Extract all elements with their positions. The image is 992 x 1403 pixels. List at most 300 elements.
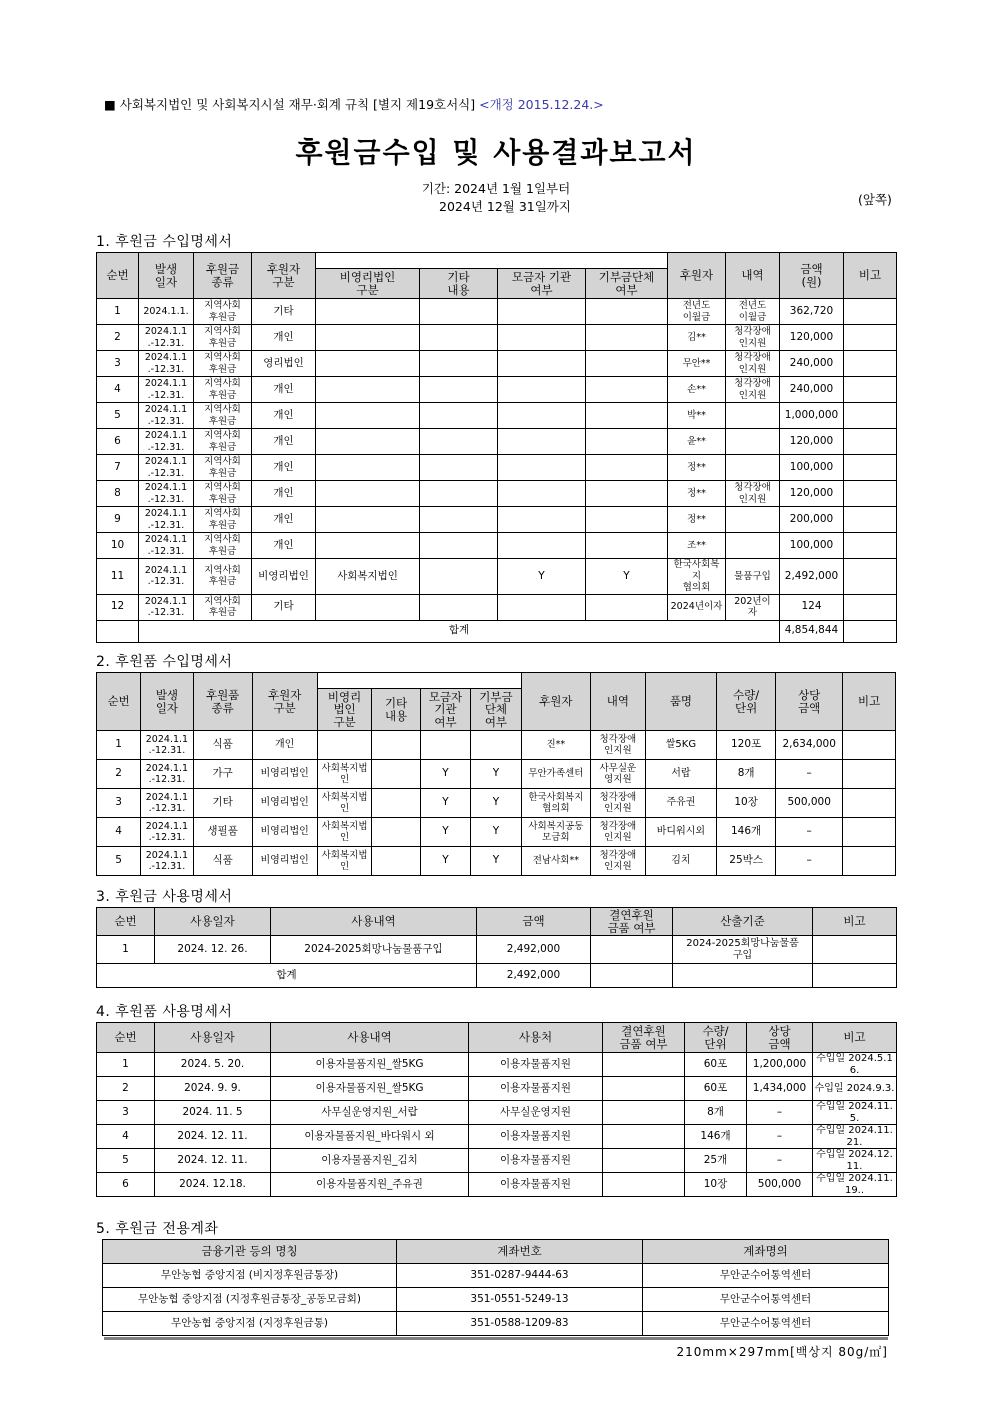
cell-amount: 240,000 (780, 351, 844, 377)
cell-qty: 25개 (685, 1149, 747, 1173)
cell-date: 2024. 12. 11. (155, 1149, 271, 1173)
cell-donor_type: 비영리법인 (252, 559, 316, 595)
total-label: 합계 (139, 620, 780, 642)
cell-donation_org (586, 403, 668, 429)
th-item: 품명 (645, 673, 716, 731)
cell-seq: 12 (97, 594, 139, 620)
cell-detail (726, 403, 780, 429)
goods-usage-table (96, 1022, 897, 1197)
cell-linked (603, 1101, 685, 1125)
cell-remark: 수입일 2024.11.21. (813, 1125, 897, 1149)
cell-etc (420, 559, 498, 595)
cell-date: 2024.1.1 .-12.31. (139, 507, 194, 533)
table-row (97, 847, 896, 876)
cell-kind: 지역사회 후원금 (194, 325, 252, 351)
th-qty: 수량/ 단위 (717, 673, 776, 731)
total-remark (844, 620, 897, 642)
cell-amount: 120,000 (780, 481, 844, 507)
cell-amount: 124 (780, 594, 844, 620)
cell-donor_type: 기타 (252, 594, 316, 620)
th-remark: 비고 (843, 673, 896, 731)
table-row (103, 1312, 889, 1336)
table-row (97, 377, 897, 403)
cell-item: 주유권 (645, 789, 716, 818)
cell-remark (844, 299, 897, 325)
table-row (97, 1053, 897, 1077)
cell-qty: 60포 (685, 1053, 747, 1077)
cell-donation_org (586, 429, 668, 455)
th-date: 사용일자 (155, 1023, 271, 1053)
section-5-title: 5. 후원금 전용계좌 (96, 1221, 219, 1237)
cell-nonprofit (316, 325, 420, 351)
cell-nonprofit: 사회복지법 인 (317, 760, 372, 789)
cell-nonprofit: 사회복지법 인 (317, 847, 372, 876)
cell-value: – (776, 760, 843, 789)
cell-qty: 10장 (685, 1173, 747, 1197)
cell-detail: 청각장애 인지원 (726, 351, 780, 377)
cell-donor: 정** (668, 455, 726, 481)
cell-kind: 지역사회 후원금 (194, 403, 252, 429)
th-etc: 기타 내용 (420, 269, 498, 299)
cell-seq: 4 (97, 1125, 155, 1149)
section-4-title: 4. 후원품 사용명세서 (96, 1004, 233, 1020)
th-seq: 순번 (97, 673, 141, 731)
cell-seq: 2 (97, 325, 139, 351)
cell-donor: 진** (521, 731, 590, 760)
cell-seq: 1 (97, 936, 155, 964)
cell-qty: 146개 (685, 1125, 747, 1149)
cell-donor_type: 영리법인 (252, 351, 316, 377)
table-row (97, 403, 897, 429)
cell-amount: 120,000 (780, 325, 844, 351)
cell-detail: 이용자물품지원_김치 (271, 1149, 469, 1173)
dedicated-account-table-body (103, 1264, 889, 1336)
cell-seq: 9 (97, 507, 139, 533)
cell-remark (844, 507, 897, 533)
cell-nonprofit (316, 594, 420, 620)
cell-kind: 기타 (193, 789, 252, 818)
cell-etc (420, 533, 498, 559)
th-remark: 비고 (813, 908, 897, 936)
cell-qty: 8개 (685, 1101, 747, 1125)
section-1-title: 1. 후원금 수입명세서 (96, 234, 233, 250)
cell-donor_type: 개인 (252, 403, 316, 429)
th-nonprofit: 비영리법인 구분 (316, 269, 420, 299)
cell-kind: 생필품 (193, 818, 252, 847)
cell-donor_type: 개인 (252, 377, 316, 403)
report-period (0, 180, 992, 216)
page-title: 후원금수입 및 사용결과보고서 (295, 136, 697, 169)
cell-remark (844, 325, 897, 351)
th-date: 발생 일자 (141, 673, 194, 731)
cell-fundraiser (420, 731, 470, 760)
table-row (97, 481, 897, 507)
table-row (97, 559, 897, 595)
cell-remark (843, 818, 896, 847)
cell-kind: 지역사회 후원금 (194, 507, 252, 533)
th-fundraiser: 모금자 기관 여부 (420, 689, 470, 731)
cell-seq: 6 (97, 1173, 155, 1197)
table-row (97, 789, 896, 818)
cell-etc (420, 594, 498, 620)
cell-donor_type: 개인 (252, 731, 317, 760)
cell-donor: 사회복지공동 모금회 (521, 818, 590, 847)
th-donor-type: 후원자 구분 (252, 673, 317, 731)
cell-amount: 362,720 (780, 299, 844, 325)
table-row (97, 299, 897, 325)
cell-remark (844, 403, 897, 429)
total-row (97, 964, 897, 988)
cell-donor: 김** (668, 325, 726, 351)
cell-nonprofit (316, 299, 420, 325)
cell-donor_type: 개인 (252, 507, 316, 533)
cell-donor_type: 개인 (252, 325, 316, 351)
cell-donor: 전년도 이월금 (668, 299, 726, 325)
cell-donor: 전남사회** (521, 847, 590, 876)
table-row (97, 533, 897, 559)
cell-item: 서랍 (645, 760, 716, 789)
cell-donor_type: 개인 (252, 533, 316, 559)
table-row (97, 1125, 897, 1149)
cell-nonprofit (316, 403, 420, 429)
cell-seq: 11 (97, 559, 139, 595)
cell-seq: 1 (97, 1053, 155, 1077)
cell-donation_org (586, 351, 668, 377)
goods-usage-table-head (97, 1023, 897, 1053)
cell-donor: 정** (668, 507, 726, 533)
cell-detail: 이용자물품지원_쌀5KG (271, 1053, 469, 1077)
donation-income-table-body (97, 299, 897, 621)
dedicated-account-table (102, 1239, 889, 1336)
cell-seq: 3 (97, 789, 141, 818)
donation-income-table (96, 252, 897, 643)
cell-detail: 청각장애 인지원 (591, 731, 646, 760)
cell-fundraiser (498, 594, 586, 620)
th-donor: 후원자 (521, 673, 590, 731)
cell-qty: 120포 (717, 731, 776, 760)
cell-donor: 정** (668, 481, 726, 507)
total-spacer (97, 620, 139, 642)
th-detail: 내역 (726, 253, 780, 299)
cell-etc (420, 325, 498, 351)
th-linked: 결연후원 금품 여부 (591, 908, 673, 936)
paper-spec: 210mm×297mm[백상지 80g/㎡] (676, 1345, 888, 1359)
cell-account_name: 무안군수어통역센터 (643, 1264, 889, 1288)
cell-nonprofit (316, 377, 420, 403)
cell-detail: 청각장애 인지원 (591, 789, 646, 818)
cell-nonprofit (316, 351, 420, 377)
cell-amount: 200,000 (780, 507, 844, 533)
cell-remark: 수입일 2024.11.19.. (813, 1173, 897, 1197)
cell-fundraiser (498, 429, 586, 455)
cell-etc (420, 481, 498, 507)
cell-nonprofit (317, 731, 372, 760)
cell-nonprofit: 사회복지법 인 (317, 818, 372, 847)
cell-account_name: 무안군수어통역센터 (643, 1288, 889, 1312)
cell-seq: 7 (97, 455, 139, 481)
cell-date: 2024.1.1 .-12.31. (139, 351, 194, 377)
cell-seq: 2 (97, 1077, 155, 1101)
th-nonprofit: 비영리 법인 구분 (317, 689, 372, 731)
cell-fundraiser: Y (420, 818, 470, 847)
cell-amount: 100,000 (780, 455, 844, 481)
cell-detail: 사무실운 영지원 (591, 760, 646, 789)
cell-seq: 3 (97, 1101, 155, 1125)
cell-date: 2024. 9. 9. (155, 1077, 271, 1101)
cell-fundraiser (498, 325, 586, 351)
cell-etc (420, 377, 498, 403)
cell-seq: 10 (97, 533, 139, 559)
table-row (97, 1173, 897, 1197)
cell-etc (372, 818, 420, 847)
cell-value: 1,200,000 (747, 1053, 813, 1077)
cell-seq: 4 (97, 377, 139, 403)
cell-date: 2024.1.1 .-12.31. (139, 559, 194, 595)
cell-linked (603, 1173, 685, 1197)
cell-date: 2024. 12.18. (155, 1173, 271, 1197)
cell-etc (420, 403, 498, 429)
cell-date: 2024. 5. 20. (155, 1053, 271, 1077)
cell-seq: 8 (97, 481, 139, 507)
cell-kind: 지역사회 후원금 (194, 455, 252, 481)
cell-date: 2024.1.1 .-12.31. (141, 789, 194, 818)
cell-seq: 5 (97, 847, 141, 876)
cell-kind: 지역사회 후원금 (194, 533, 252, 559)
th-donation-org: 기부금 단체 여부 (471, 689, 521, 731)
total-basis (673, 964, 813, 988)
form-reference (104, 95, 604, 113)
cell-linked (603, 1125, 685, 1149)
cell-detail (726, 455, 780, 481)
th-group-spacer (317, 673, 521, 689)
th-qty: 수량/ 단위 (685, 1023, 747, 1053)
goods-income-table (96, 672, 896, 876)
cell-place: 이용자물품지원 (469, 1053, 603, 1077)
cell-remark (843, 731, 896, 760)
cell-kind: 가구 (193, 760, 252, 789)
cell-place: 이용자물품지원 (469, 1077, 603, 1101)
cell-detail (726, 533, 780, 559)
cell-linked (591, 936, 673, 964)
cell-donation_org (586, 299, 668, 325)
cell-value: – (776, 847, 843, 876)
cell-institution: 무안농협 중앙지점 (비지정후원금통장) (103, 1264, 397, 1288)
cell-donation_org (586, 325, 668, 351)
cell-linked (603, 1053, 685, 1077)
table-row (97, 351, 897, 377)
cell-nonprofit (316, 533, 420, 559)
cell-detail: 이용자물품지원_쌀5KG (271, 1077, 469, 1101)
cell-qty: 146개 (717, 818, 776, 847)
cell-account_no: 351-0287-9444-63 (397, 1264, 643, 1288)
cell-item: 김치 (645, 847, 716, 876)
cell-donor_type: 비영리법인 (252, 789, 317, 818)
table-row (103, 1264, 889, 1288)
cell-amount: 1,000,000 (780, 403, 844, 429)
cell-fundraiser (498, 351, 586, 377)
cell-detail: 물품구입 (726, 559, 780, 595)
cell-detail: 청각장애 인지원 (726, 325, 780, 351)
cell-date: 2024. 11. 5 (155, 1101, 271, 1125)
cell-account_no: 351-0551-5249-13 (397, 1288, 643, 1312)
cell-item: 쌀5KG (645, 731, 716, 760)
total-linked (591, 964, 673, 988)
cell-fundraiser (498, 377, 586, 403)
goods-income-table-body (97, 731, 896, 876)
cell-fundraiser: Y (420, 789, 470, 818)
section-2-title: 2. 후원품 수입명세서 (96, 654, 233, 670)
cell-place: 이용자물품지원 (469, 1125, 603, 1149)
cell-fundraiser: Y (498, 559, 586, 595)
cell-donor: 무안** (668, 351, 726, 377)
cell-donation_org (586, 507, 668, 533)
th-basis: 산출기준 (673, 908, 813, 936)
cell-date: 2024.1.1 .-12.31. (139, 533, 194, 559)
table-header-row-top (97, 673, 896, 689)
cell-date: 2024. 12. 11. (155, 1125, 271, 1149)
cell-linked (603, 1077, 685, 1101)
cell-date: 2024.1.1. (139, 299, 194, 325)
cell-qty: 60포 (685, 1077, 747, 1101)
th-seq: 순번 (97, 908, 155, 936)
period-end-line: 2024년 12월 31일까지 (439, 199, 571, 214)
cell-value: – (776, 818, 843, 847)
th-date: 사용일자 (155, 908, 271, 936)
table-row (97, 731, 896, 760)
cell-detail: 사무실운영지원_서랍 (271, 1101, 469, 1125)
table-header-row (103, 1240, 889, 1264)
cell-remark (844, 429, 897, 455)
cell-kind: 지역사회 후원금 (194, 559, 252, 595)
cell-value: – (747, 1149, 813, 1173)
th-account-name: 계좌명의 (643, 1240, 889, 1264)
cell-qty: 25박스 (717, 847, 776, 876)
table-row (103, 1288, 889, 1312)
cell-donor_type: 개인 (252, 455, 316, 481)
cell-donation_org (586, 377, 668, 403)
cell-donation_org: Y (471, 760, 521, 789)
cell-date: 2024.1.1 .-12.31. (139, 481, 194, 507)
th-donor: 후원자 (668, 253, 726, 299)
total-amount: 2,492,000 (477, 964, 591, 988)
th-remark: 비고 (844, 253, 897, 299)
th-seq: 순번 (97, 1023, 155, 1053)
cell-seq: 6 (97, 429, 139, 455)
cell-etc (372, 760, 420, 789)
cell-donation_org: Y (586, 559, 668, 595)
cell-item: 바디워시외 (645, 818, 716, 847)
cell-kind: 지역사회 후원금 (194, 594, 252, 620)
cell-donor_type: 비영리법인 (252, 847, 317, 876)
form-revision-text: <개정 2015.12.24.> (479, 97, 604, 112)
cell-remark (844, 533, 897, 559)
cell-seq: 5 (97, 403, 139, 429)
th-place: 사용처 (469, 1023, 603, 1053)
cell-remark (844, 377, 897, 403)
table-row (97, 936, 897, 964)
cell-donor: 박** (668, 403, 726, 429)
cell-fundraiser: Y (420, 847, 470, 876)
donation-usage-table-foot (97, 964, 897, 988)
cell-value: – (747, 1125, 813, 1149)
th-kind: 후원금 종류 (194, 253, 252, 299)
th-account-no: 계좌번호 (397, 1240, 643, 1264)
cell-donor: 무안가족센터 (521, 760, 590, 789)
cell-date: 2024.1.1 .-12.31. (141, 760, 194, 789)
cell-etc (420, 455, 498, 481)
cell-donor: 한국사회복지 협의회 (668, 559, 726, 595)
cell-seq: 4 (97, 818, 141, 847)
cell-date: 2024. 12. 26. (155, 936, 271, 964)
cell-fundraiser (498, 403, 586, 429)
cell-date: 2024.1.1 .-12.31. (139, 429, 194, 455)
table-row (97, 429, 897, 455)
cell-remark: 수입일 2024.5.16. (813, 1053, 897, 1077)
table-row (97, 325, 897, 351)
th-detail: 사용내역 (271, 908, 477, 936)
th-donor-type: 후원자 구분 (252, 253, 316, 299)
cell-remark: 수입일 2024.11.5. (813, 1101, 897, 1125)
cell-date: 2024.1.1 .-12.31. (139, 377, 194, 403)
cell-donor: 2024년이자 (668, 594, 726, 620)
donation-usage-table (96, 907, 897, 988)
cell-fundraiser (498, 299, 586, 325)
cell-nonprofit: 사회복지법 인 (317, 789, 372, 818)
table-header-row (97, 908, 897, 936)
cell-amount: 240,000 (780, 377, 844, 403)
goods-income-table-head (97, 673, 896, 731)
cell-donation_org: Y (471, 818, 521, 847)
table-row (97, 1149, 897, 1173)
cell-amount: 2,492,000 (477, 936, 591, 964)
cell-donation_org: Y (471, 847, 521, 876)
cell-remark (844, 455, 897, 481)
cell-fundraiser: Y (420, 760, 470, 789)
cell-etc (420, 507, 498, 533)
cell-nonprofit: 사회복지법인 (316, 559, 420, 595)
table-row (97, 1101, 897, 1125)
total-row (97, 620, 897, 642)
cell-fundraiser (498, 533, 586, 559)
cell-donation_org (586, 533, 668, 559)
cell-donor_type: 비영리법인 (252, 760, 317, 789)
cell-donor: 조** (668, 533, 726, 559)
cell-kind: 지역사회 후원금 (194, 299, 252, 325)
donation-usage-table-head (97, 908, 897, 936)
cell-detail: 전년도 이월금 (726, 299, 780, 325)
th-kind: 후원품 종류 (193, 673, 252, 731)
table-row (97, 507, 897, 533)
th-seq: 순번 (97, 253, 139, 299)
cell-fundraiser (498, 481, 586, 507)
cell-seq: 5 (97, 1149, 155, 1173)
cell-amount: 120,000 (780, 429, 844, 455)
cell-nonprofit (316, 507, 420, 533)
cell-seq: 3 (97, 351, 139, 377)
cell-date: 2024.1.1 .-12.31. (139, 455, 194, 481)
th-detail: 사용내역 (271, 1023, 469, 1053)
cell-date: 2024.1.1 .-12.31. (141, 847, 194, 876)
cell-amount: 100,000 (780, 533, 844, 559)
cell-kind: 지역사회 후원금 (194, 481, 252, 507)
cell-kind: 식품 (193, 847, 252, 876)
donation-usage-table-body (97, 936, 897, 964)
section-3-title: 3. 후원금 사용명세서 (96, 889, 233, 905)
cell-institution: 무안농협 중앙지점 (지정후원금통장_공동모금회) (103, 1288, 397, 1312)
cell-detail: 202년이 자 (726, 594, 780, 620)
cell-detail (726, 429, 780, 455)
cell-remark (844, 559, 897, 595)
